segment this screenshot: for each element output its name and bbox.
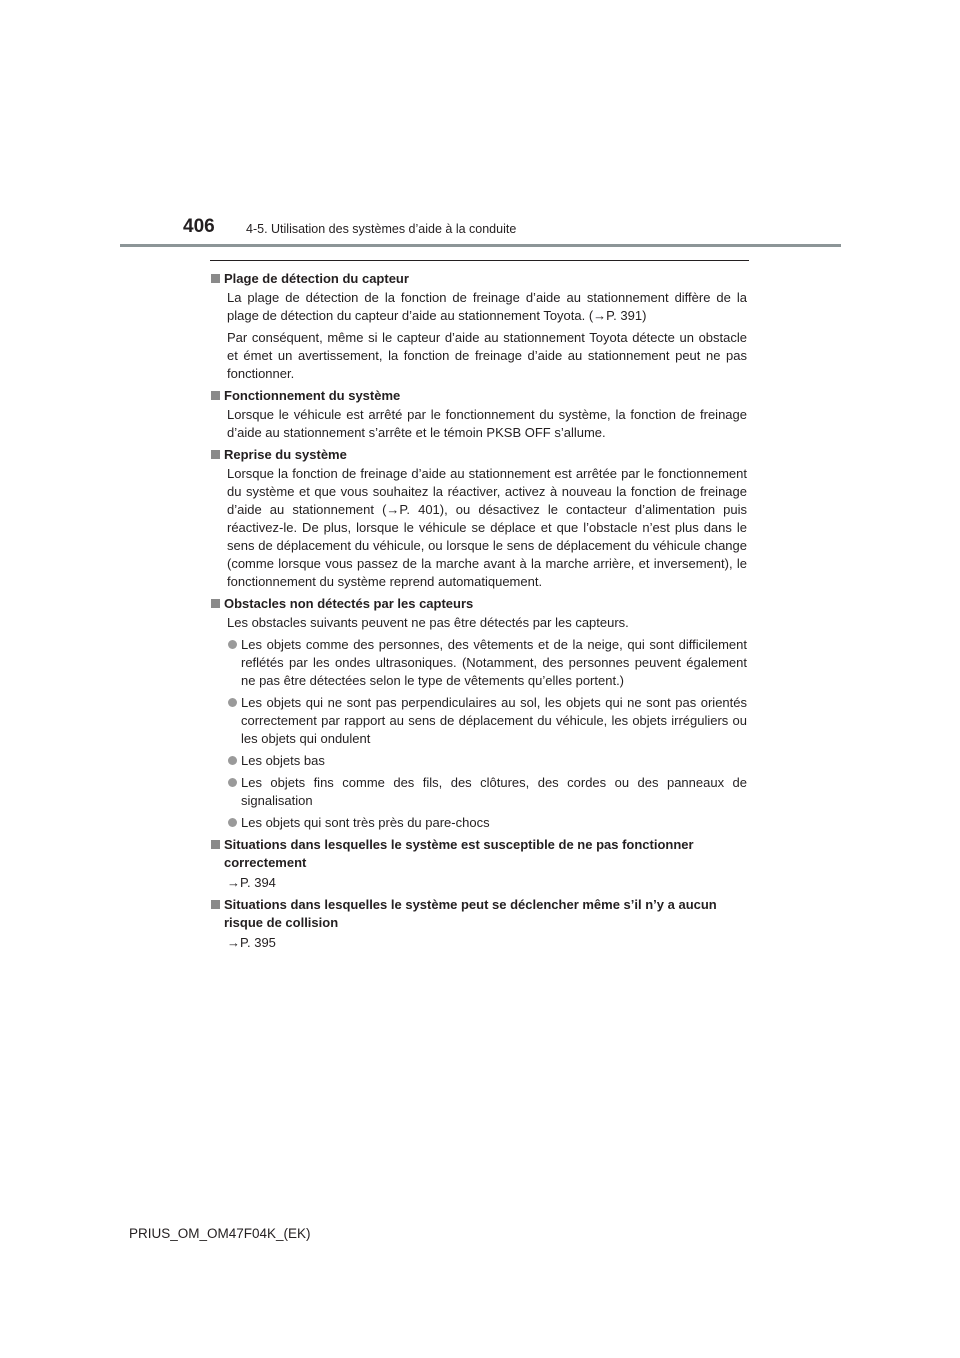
header-divider [120,244,841,247]
paragraph: Les obstacles suivants peuvent ne pas être détectés par les capteurs. [227,615,629,630]
page-reference: →P. 395 [227,935,276,950]
section-heading: Reprise du système [210,446,747,464]
paragraph: Lorsque la fonction de freinage d’aide au stationnement est arrêtée par le fonctionnement du système et que vous souhaitez la réactiver, activez à nouveau la fonction de freinage d’aide au stationnement (→P. 401), ou désactivez le contacteur d’alimentation puis réactivez-le. De plus, lorsque le véhicule se déplace et que l’obstacle n’est plus dans le sens de déplacement du véhicule, ou lorsque le sens de déplacement du véhicule change (comme lorsque vous passez de la marche avant à la marche arrière, et inversement), le fonctionnement du système reprend automatiquement. [227,466,747,589]
section-heading: Obstacles non détectés par les capteurs [210,595,747,613]
section-malfunction-situations [210,836,747,892]
content-divider [210,260,749,261]
section-heading: Situations dans lesquelles le système est susceptible de ne pas fonctionner correctement [210,836,747,872]
section-system-resume [210,446,747,591]
page-number: 406 [183,216,215,237]
list-item: Les objets qui ne sont pas perpendiculaires au sol, les objets qui ne sont pas orientés correctement par rapport au sens de déplacement du véhicule, les objets irréguliers ou les objets qui ondulent [210,694,747,748]
main-content [210,270,747,956]
paragraph: Lorsque le véhicule est arrêté par le fonctionnement du système, la fonction de freinage d’aide au stationnement s’arrête et le témoin PKSB OFF s’allume. [227,407,747,440]
footer-doc-code: PRIUS_OM_OM47F04K_(EK) [129,1226,311,1241]
section-heading: Fonctionnement du système [210,387,747,405]
list-item: Les objets comme des personnes, des vêtements et de la neige, qui sont difficilement reflétés par les ondes ultrasoniques. (Notamment, des personnes peuvent également ne pas être détectées selon le type de vêtements qu’elles portent.) [210,636,747,690]
list-item: Les objets fins comme des fils, des clôtures, des cordes ou des panneaux de signalisation [210,774,747,810]
section-detection-range [210,270,747,383]
section-heading: Situations dans lesquelles le système peut se déclencher même s’il n’y a aucun risque de collision [210,896,747,932]
obstacle-list [210,636,747,832]
section-false-trigger-situations [210,896,747,952]
section-title: 4-5. Utilisation des systèmes d’aide à la conduite [246,222,517,236]
section-heading: Plage de détection du capteur [210,270,747,288]
list-item: Les objets bas [210,752,747,770]
list-item: Les objets qui sont très près du pare-chocs [210,814,747,832]
paragraph: Par conséquent, même si le capteur d’aide au stationnement Toyota détecte un obstacle et émet un avertissement, la fonction de freinage d’aide au stationnement peut ne pas fonctionner. [227,330,747,381]
paragraph: La plage de détection de la fonction de freinage d’aide au stationnement diffère de la plage de détection du capteur d’aide au stationnement Toyota. (→P. 391) [227,290,747,323]
section-system-operation [210,387,747,442]
section-undetected-obstacles [210,595,747,832]
page-reference: →P. 394 [227,875,276,890]
